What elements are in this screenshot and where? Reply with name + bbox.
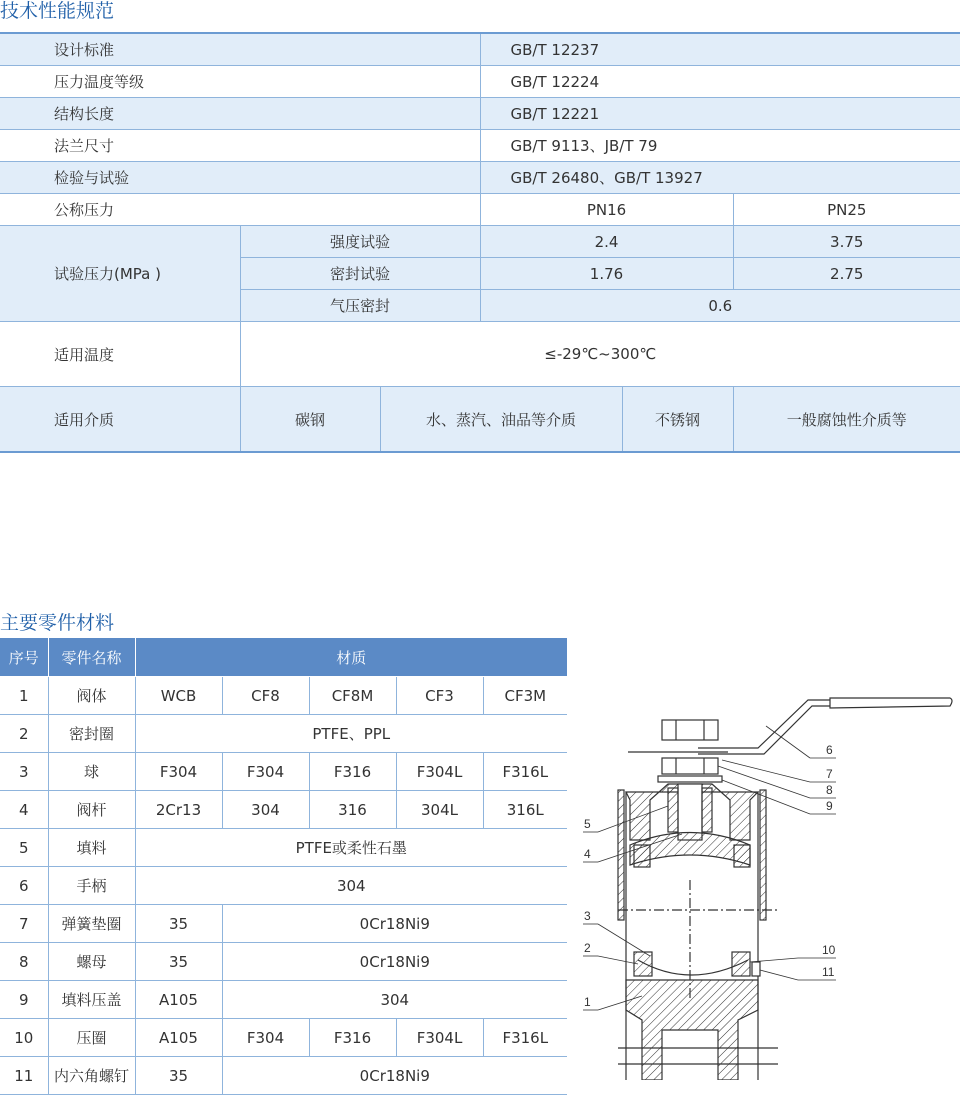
spec-label: 检验与试验 — [0, 162, 480, 194]
material-cell: 304L — [396, 791, 483, 829]
parts-title: 主要零件材料 — [0, 612, 115, 634]
table-row — [0, 1057, 567, 1095]
material-cell: F316L — [483, 1019, 567, 1057]
part-no: 10 — [0, 1019, 48, 1057]
spec-label: 法兰尺寸 — [0, 130, 480, 162]
part-name: 填料 — [48, 829, 135, 867]
seal-pn16: 1.76 — [480, 258, 733, 290]
material-cell: 304 — [222, 981, 567, 1019]
material-cell: A105 — [135, 981, 222, 1019]
material-cell: 35 — [135, 943, 222, 981]
label-6: 6 — [826, 743, 833, 757]
spec-value: GB/T 26480、GB/T 13927 — [480, 162, 960, 194]
part-no: 5 — [0, 829, 48, 867]
pn25-header: PN25 — [733, 194, 960, 226]
spec-table — [0, 32, 960, 453]
part-name: 压圈 — [48, 1019, 135, 1057]
label-7: 7 — [826, 767, 833, 781]
spec-row-temp — [0, 322, 960, 387]
air-label: 气压密封 — [240, 290, 480, 322]
material-cell: 304 — [222, 791, 309, 829]
pn16-header: PN16 — [480, 194, 733, 226]
spec-label: 压力温度等级 — [0, 66, 480, 98]
temp-label: 适用温度 — [0, 322, 240, 387]
media-carbon: 碳钢 — [240, 387, 380, 453]
spec-row-nominal — [0, 194, 960, 226]
part-name: 手柄 — [48, 867, 135, 905]
air-value: 0.6 — [480, 290, 960, 322]
media-stainless: 不锈钢 — [622, 387, 733, 453]
label-10: 10 — [822, 943, 836, 957]
header-name: 零件名称 — [48, 638, 135, 677]
header-material: 材质 — [135, 638, 567, 677]
label-8: 8 — [826, 783, 833, 797]
seal-ring-bottom-right — [732, 952, 750, 976]
temp-value: ≤-29℃~300℃ — [240, 322, 960, 387]
material-cell: F304L — [396, 1019, 483, 1057]
table-row — [0, 753, 567, 791]
spec-value: GB/T 12237 — [480, 33, 960, 66]
table-row — [0, 791, 567, 829]
part-no: 4 — [0, 791, 48, 829]
label-9: 9 — [826, 799, 833, 813]
label-11: 11 — [822, 965, 835, 979]
spec-row-media — [0, 387, 960, 453]
nominal-label: 公称压力 — [0, 194, 480, 226]
nut-lower — [662, 758, 718, 774]
material-cell: WCB — [135, 677, 222, 715]
spec-row-strength — [0, 226, 960, 258]
part-name: 螺母 — [48, 943, 135, 981]
spec-value: GB/T 12224 — [480, 66, 960, 98]
stem — [678, 784, 702, 840]
table-row — [0, 1019, 567, 1057]
part-name: 密封圈 — [48, 715, 135, 753]
seal-pn25: 2.75 — [733, 258, 960, 290]
table-row — [0, 867, 567, 905]
parts-table — [0, 637, 567, 1095]
seal-ring-top-right — [734, 845, 750, 867]
spec-row — [0, 162, 960, 194]
material-cell: CF3 — [396, 677, 483, 715]
seal-label: 密封试验 — [240, 258, 480, 290]
screw — [752, 962, 760, 976]
part-no: 7 — [0, 905, 48, 943]
material-cell: CF8 — [222, 677, 309, 715]
spec-label: 结构长度 — [0, 98, 480, 130]
packing-left — [668, 788, 678, 832]
material-cell: 0Cr18Ni9 — [222, 1057, 567, 1095]
seal-ring-top-left — [634, 845, 650, 867]
label-3: 3 — [584, 909, 591, 923]
part-no: 3 — [0, 753, 48, 791]
label-2: 2 — [584, 941, 591, 955]
spec-row — [0, 33, 960, 66]
spec-row — [0, 98, 960, 130]
test-pressure-label: 试验压力(MPa ) — [0, 226, 240, 322]
table-row — [0, 981, 567, 1019]
media-carbon-value: 水、蒸汽、油品等介质 — [380, 387, 622, 453]
material-cell: F316 — [309, 1019, 396, 1057]
spring-washer — [658, 776, 722, 782]
nut-top — [662, 720, 718, 740]
part-name: 内六角螺钉 — [48, 1057, 135, 1095]
part-name: 球 — [48, 753, 135, 791]
body-bottom — [626, 980, 758, 1080]
label-1: 1 — [584, 995, 591, 1009]
material-cell: F304 — [222, 753, 309, 791]
material-cell: 35 — [135, 1057, 222, 1095]
part-name: 弹簧垫圈 — [48, 905, 135, 943]
spec-row — [0, 130, 960, 162]
table-row — [0, 715, 567, 753]
material-cell: CF3M — [483, 677, 567, 715]
material-cell: A105 — [135, 1019, 222, 1057]
strength-pn25: 3.75 — [733, 226, 960, 258]
table-row — [0, 943, 567, 981]
material-cell: 2Cr13 — [135, 791, 222, 829]
part-name: 阀体 — [48, 677, 135, 715]
material-cell: 0Cr18Ni9 — [222, 905, 567, 943]
material-cell: PTFE、PPL — [135, 715, 567, 753]
part-no: 8 — [0, 943, 48, 981]
spec-value: GB/T 12221 — [480, 98, 960, 130]
material-cell: F304 — [135, 753, 222, 791]
spec-row — [0, 66, 960, 98]
table-row — [0, 677, 567, 715]
label-5: 5 — [584, 817, 591, 831]
material-cell: F304L — [396, 753, 483, 791]
valve-drawing — [578, 680, 958, 1080]
material-cell: 316L — [483, 791, 567, 829]
packing-right — [702, 788, 712, 832]
spec-value: GB/T 9113、JB/T 79 — [480, 130, 960, 162]
material-cell: PTFE或柔性石墨 — [135, 829, 567, 867]
part-name: 填料压盖 — [48, 981, 135, 1019]
material-cell: 316 — [309, 791, 396, 829]
parts-header-row — [0, 638, 567, 677]
part-no: 9 — [0, 981, 48, 1019]
material-cell: F316L — [483, 753, 567, 791]
strength-label: 强度试验 — [240, 226, 480, 258]
material-cell: 35 — [135, 905, 222, 943]
part-name: 阀杆 — [48, 791, 135, 829]
header-no: 序号 — [0, 638, 48, 677]
spec-label: 设计标准 — [0, 33, 480, 66]
media-label: 适用介质 — [0, 387, 240, 453]
part-no: 6 — [0, 867, 48, 905]
part-no: 1 — [0, 677, 48, 715]
table-row — [0, 905, 567, 943]
part-no: 2 — [0, 715, 48, 753]
material-cell: F304 — [222, 1019, 309, 1057]
spec-title: 技术性能规范 — [0, 0, 115, 22]
material-cell: F316 — [309, 753, 396, 791]
media-stainless-value: 一般腐蚀性介质等 — [733, 387, 960, 453]
handle-grip — [830, 698, 952, 708]
strength-pn16: 2.4 — [480, 226, 733, 258]
material-cell: 0Cr18Ni9 — [222, 943, 567, 981]
label-4: 4 — [584, 847, 591, 861]
table-row — [0, 829, 567, 867]
material-cell: 304 — [135, 867, 567, 905]
material-cell: CF8M — [309, 677, 396, 715]
part-no: 11 — [0, 1057, 48, 1095]
